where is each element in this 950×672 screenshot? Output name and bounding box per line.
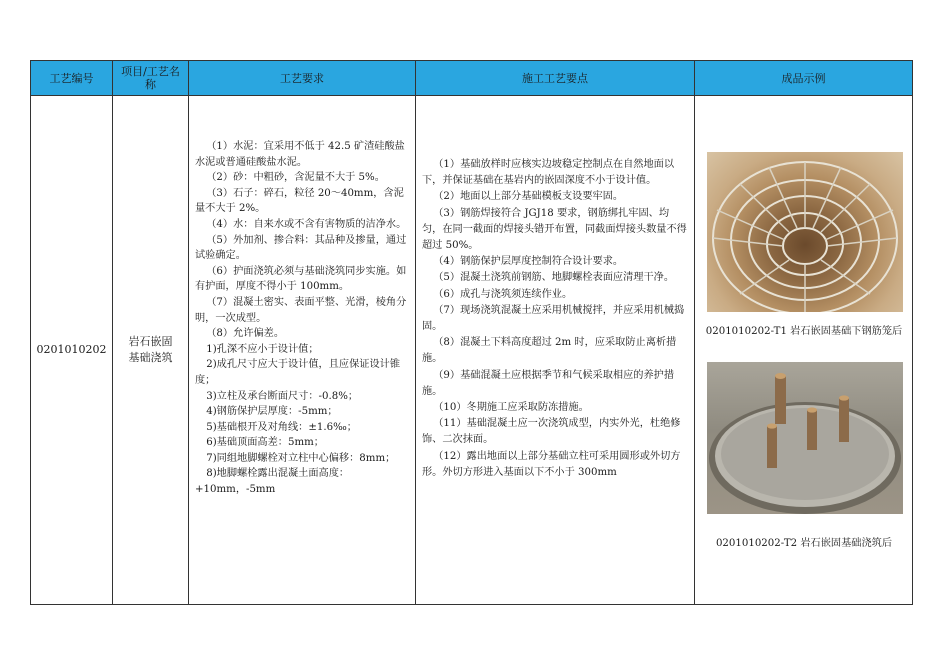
requirements-cell — [189, 96, 416, 605]
tolerance-item: 6)基础顶面高差：5mm； — [206, 437, 324, 449]
process-name-line1: 岩石嵌固 — [128, 335, 173, 348]
key-point-item: （12）露出地面以上部分基础立柱可采用圆形或外切方形。外切方形进入基面以下不小于 300mm — [422, 450, 681, 478]
key-point-item: （7）现场浇筑混凝土应采用机械搅拌，并应采用机械捣固。 — [422, 304, 685, 333]
key-point-item: （5）混凝土浇筑前钢筋、地脚螺栓表面应清理干净。 — [433, 272, 675, 284]
requirement-item: （5）外加剂、掺合料：其品种及掺量，通过试验确定。 — [195, 234, 407, 262]
tolerance-item: 4)钢筋保护层厚度：-5mm； — [206, 406, 338, 418]
requirement-item: （3）石子：碎石，粒径 20～40mm，含泥量不大于 2%。 — [195, 187, 404, 215]
key-point-item: （4）钢筋保护层厚度控制符合设计要求。 — [433, 256, 624, 268]
example-caption-2: 0201010202-T2 岩石嵌固基础浇筑后 — [715, 538, 893, 549]
examples-wrap — [695, 96, 912, 604]
header-requirements: 工艺要求 — [189, 61, 416, 96]
process-code-cell: 0201010202 — [31, 96, 113, 605]
process-name-cell — [113, 96, 189, 605]
tolerance-item: 1)孔深不应小于设计值； — [206, 343, 319, 355]
header-process-name-text: 项目/工艺名称 — [121, 65, 180, 91]
requirement-item: （2）砂：中粗砂，含泥量不大于 5%。 — [206, 172, 385, 184]
table-row — [31, 96, 913, 605]
key-point-item: （9）基础混凝土应根据季节和气候采取相应的养护措施。 — [422, 369, 675, 397]
requirement-item: （4）水：自来水或不含有害物质的洁净水。 — [206, 218, 407, 230]
key-point-item: （3）钢筋焊接符合 JGJ18 要求，钢筋绑扎牢固、均匀，在同一截面的焊接头错开布置，同截面焊接头数量不得超过 50%。 — [422, 207, 687, 252]
key-points-list — [416, 96, 694, 481]
rebar-cage-illustration — [707, 152, 903, 312]
key-point-item: （11）基础混凝土应一次浇筑成型，内实外光，杜绝修饰、二次抹面。 — [422, 418, 681, 446]
key-point-item: （6）成孔与浇筑须连续作业。 — [433, 288, 573, 300]
header-key-points: 施工工艺要点 — [416, 61, 695, 96]
requirement-item: （7）混凝土密实、表面平整、光滑，棱角分明，一次成型。 — [195, 296, 407, 324]
rebar-cage-photo — [707, 152, 903, 312]
table-header-row — [31, 61, 913, 96]
process-name-line2: 基础浇筑 — [128, 351, 173, 364]
tolerance-item: 7)同组地脚螺栓对立柱中心偏移：8mm； — [206, 452, 396, 464]
requirement-item: （1）水泥：宜采用不低于 42.5 矿渣硅酸盐水泥或普通硅酸盐水泥。 — [195, 141, 405, 168]
tolerance-item: 3)立柱及承台断面尺寸：-0.8%； — [206, 390, 359, 402]
foundation-illustration — [707, 362, 903, 514]
process-table — [30, 60, 913, 605]
requirements-list — [189, 96, 415, 498]
key-point-item: （8）混凝土下料高度超过 2m 时，应采取防止离析措施。 — [422, 337, 677, 365]
header-process-code: 工艺编号 — [31, 61, 113, 96]
header-examples: 成品示例 — [695, 61, 913, 96]
key-point-item: （10）冬期施工应采取防冻措施。 — [433, 402, 589, 414]
tolerance-item: 2)成孔尺寸应大于设计值，且应保证设计锥度； — [195, 359, 401, 386]
key-point-item: （2）地面以上部分基础模板支设要牢固。 — [433, 191, 624, 203]
requirement-item: （6）护面浇筑必须与基础浇筑同步实施。如有护面，厚度不得小于 100mm。 — [195, 265, 407, 293]
foundation-photo — [707, 362, 903, 514]
key-points-cell — [416, 96, 695, 605]
example-caption-1: 0201010202-T1 岩石嵌固基础下钢筋笼后 — [705, 326, 903, 337]
requirement-item: （8）允许偏差。 — [206, 328, 285, 340]
key-point-item: （1）基础放样时应核实边坡稳定控制点在自然地面以下，并保证基础在基岩内的嵌固深度不小于设计值。 — [422, 159, 675, 187]
tolerance-item: 5)基础根开及对角线：±1.6‰； — [206, 421, 357, 433]
tolerance-item: 8)地脚螺栓露出混凝土面高度：+10mm，-5mm — [195, 468, 350, 496]
examples-cell — [695, 96, 913, 605]
header-process-name — [113, 61, 189, 96]
